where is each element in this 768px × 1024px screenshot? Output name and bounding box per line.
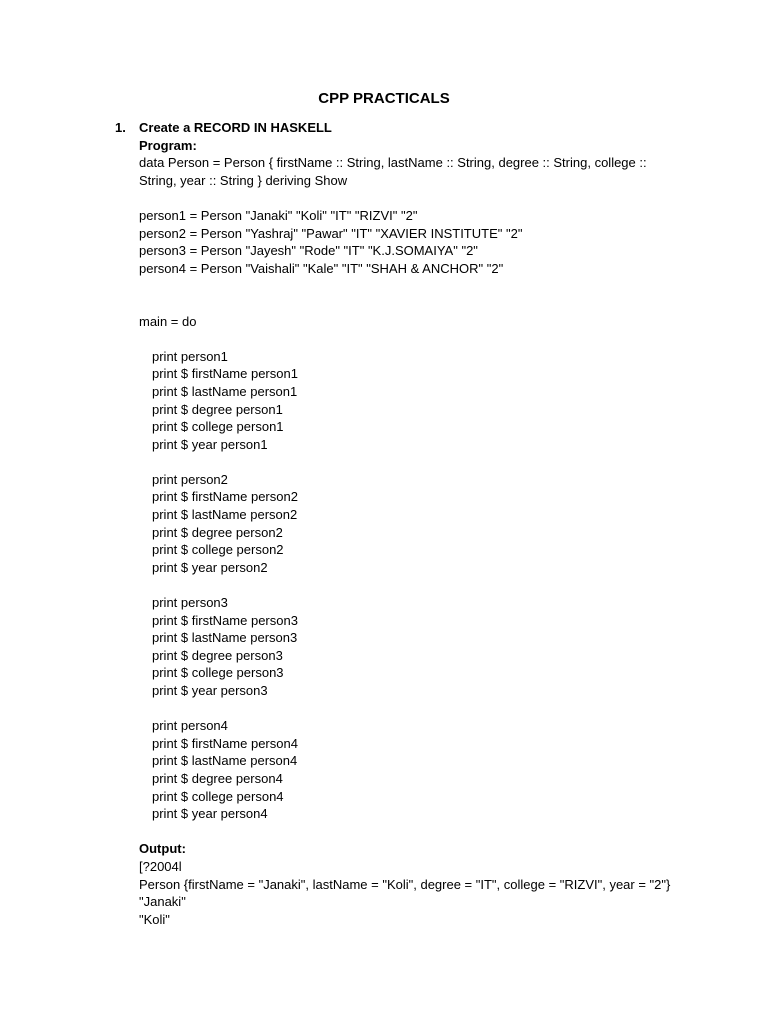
spacer [139,823,679,841]
print-block-person2 [139,471,679,577]
code-line: print person3 [152,595,228,611]
output-label: Output: [139,841,186,857]
code-line: print person4 [152,718,228,734]
question-content [139,119,679,928]
code-line: print $ firstName person2 [152,489,298,505]
code-line: print $ lastName person3 [152,630,298,646]
person-definition: person1 = Person "Janaki" "Koli" "IT" "RIZVI" "2" [139,207,418,223]
code-line: print $ degree person1 [152,401,283,417]
output-line: "Koli" [139,911,170,927]
code-line: print $ college person2 [152,542,284,558]
program-label: Program: [139,137,197,153]
spacer [139,453,679,471]
output-line: [?2004l [139,858,182,874]
code-line: print $ year person2 [152,559,268,575]
output-line: Person {firstName = "Janaki", lastName = "Koli", degree = "IT", college = "RIZVI", year = "2"} [139,876,671,892]
print-block-person4 [139,717,679,823]
question-title: Create a RECORD IN HASKELL [139,120,332,135]
spacer [139,700,679,718]
code-line: print $ college person3 [152,665,284,681]
code-line: print $ degree person4 [152,770,283,786]
code-line: print person1 [152,348,228,364]
code-line: print $ year person1 [152,436,268,452]
code-line: print $ lastName person2 [152,507,298,523]
code-line: print $ firstName person3 [152,612,298,628]
code-line: print $ degree person2 [152,524,283,540]
output-line: "Janaki" [139,894,186,910]
code-line: print $ degree person3 [152,647,283,663]
main-declaration: main = do [139,313,197,329]
person-definition: person3 = Person "Jayesh" "Rode" "IT" "K.J.SOMAIYA" "2" [139,243,478,259]
spacer [139,576,679,594]
code-line: print $ year person3 [152,683,268,698]
code-line: print $ firstName person4 [152,735,298,751]
code-line: print person2 [152,471,228,487]
spacer [139,277,679,312]
print-block-person1 [139,348,679,454]
data-declaration: data Person = Person { firstName :: String, lastName :: String, degree :: String, college :: String, year :: String } deriving Show [139,155,647,188]
code-line: print $ year person4 [152,806,268,822]
person-definition: person2 = Person "Yashraj" "Pawar" "IT" "XAVIER INSTITUTE" "2" [139,225,523,241]
person-definition: person4 = Person "Vaishali" "Kale" "IT" "SHAH & ANCHOR" "2" [139,260,504,276]
spacer [139,189,679,207]
code-line: print $ college person4 [152,788,284,804]
spacer [139,330,679,348]
question-number: 1. [115,120,126,135]
code-line: print $ lastName person1 [152,383,298,399]
print-block-person3 [139,594,679,700]
page-title: CPP PRACTICALS [318,90,450,107]
code-line: print $ college person1 [152,419,284,435]
code-line: print $ lastName person4 [152,753,298,769]
code-line: print $ firstName person1 [152,366,298,382]
